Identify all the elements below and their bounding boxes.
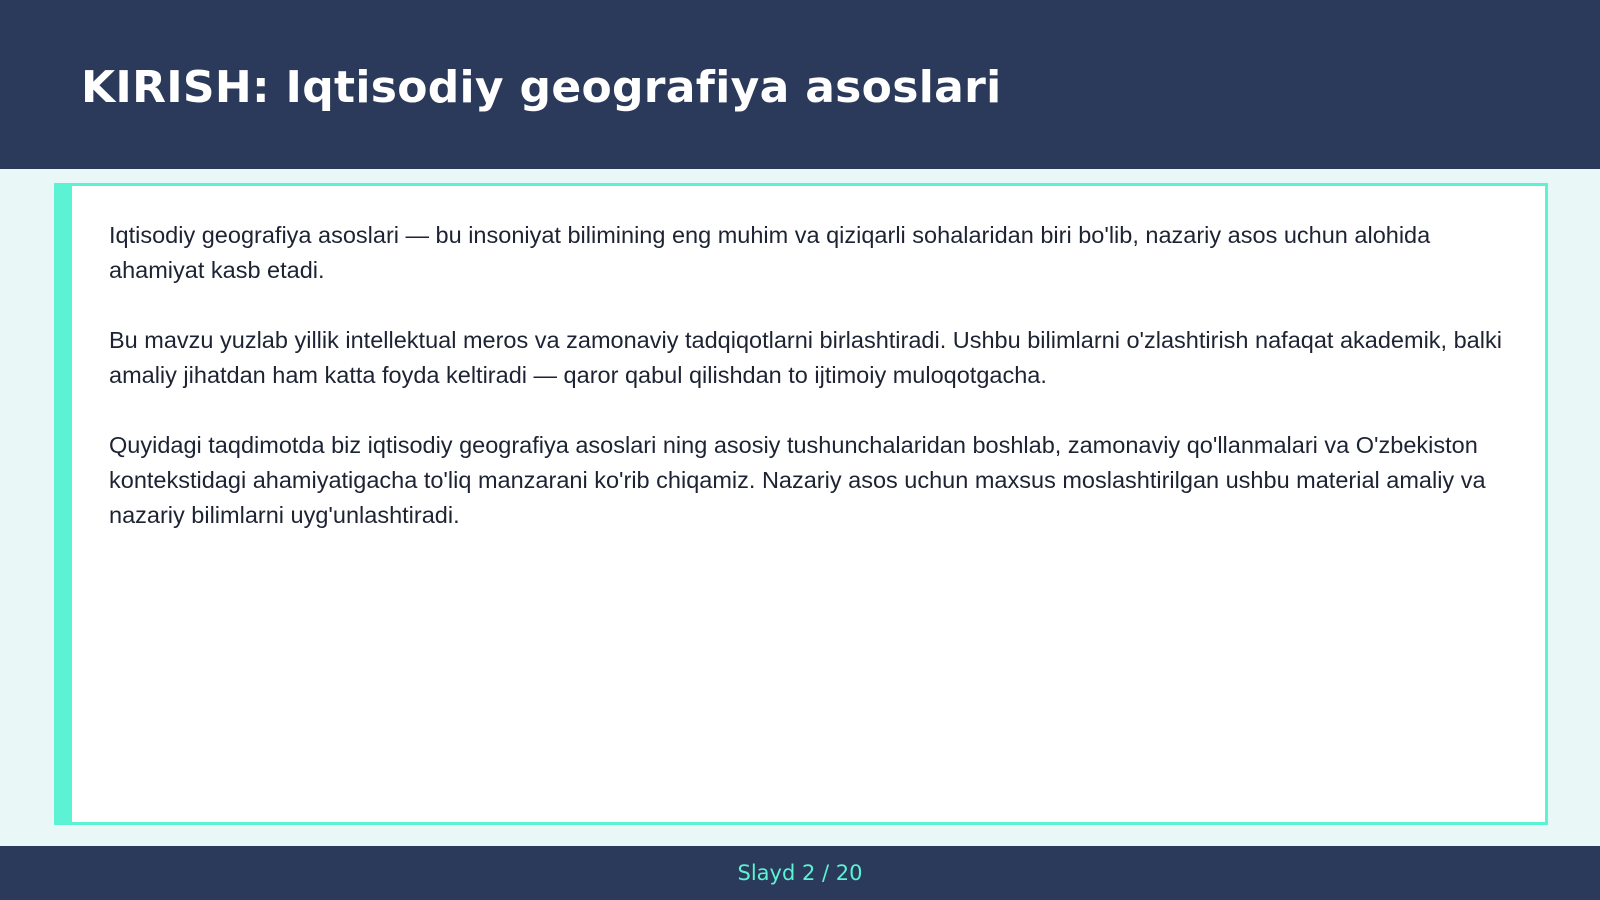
slide-counter: Slayd 2 / 20 xyxy=(737,861,863,885)
content-card xyxy=(54,183,1548,825)
slide-footer xyxy=(0,846,1600,900)
paragraph-overview: Quyidagi taqdimotda biz iqtisodiy geografiya asoslari ning asosiy tushunchalaridan boshlab, zamonaviy qo'llanmalari va O'zbekiston kontekstidagi ahamiyatigacha to'liq manzarani ko'rib chiqamiz. Nazariy asos uchun maxsus moslashtirilgan ushbu material amaliy va nazariy bilimlarni uyg'unlashtiradi. xyxy=(109,432,1486,528)
paragraph-intro: Iqtisodiy geografiya asoslari — bu insoniyat bilimining eng muhim va qiziqarli sohalaridan biri bo'lib, nazariy asos uchun alohida ahamiyat kasb etadi. xyxy=(109,222,1431,283)
slide-title: KIRISH: Iqtisodiy geografiya asoslari xyxy=(81,62,1002,113)
content-body xyxy=(109,218,1509,568)
slide-header xyxy=(0,0,1600,169)
paragraph-heritage: Bu mavzu yuzlab yillik intellektual meros va zamonaviy tadqiqotlarni birlashtiradi. Ushbu bilimlarni o'zlashtirish nafaqat akademik, balki amaliy jihatdan ham katta foyda keltiradi — qaror qabul qilishdan to ijtimoiy muloqotgacha. xyxy=(109,327,1502,388)
